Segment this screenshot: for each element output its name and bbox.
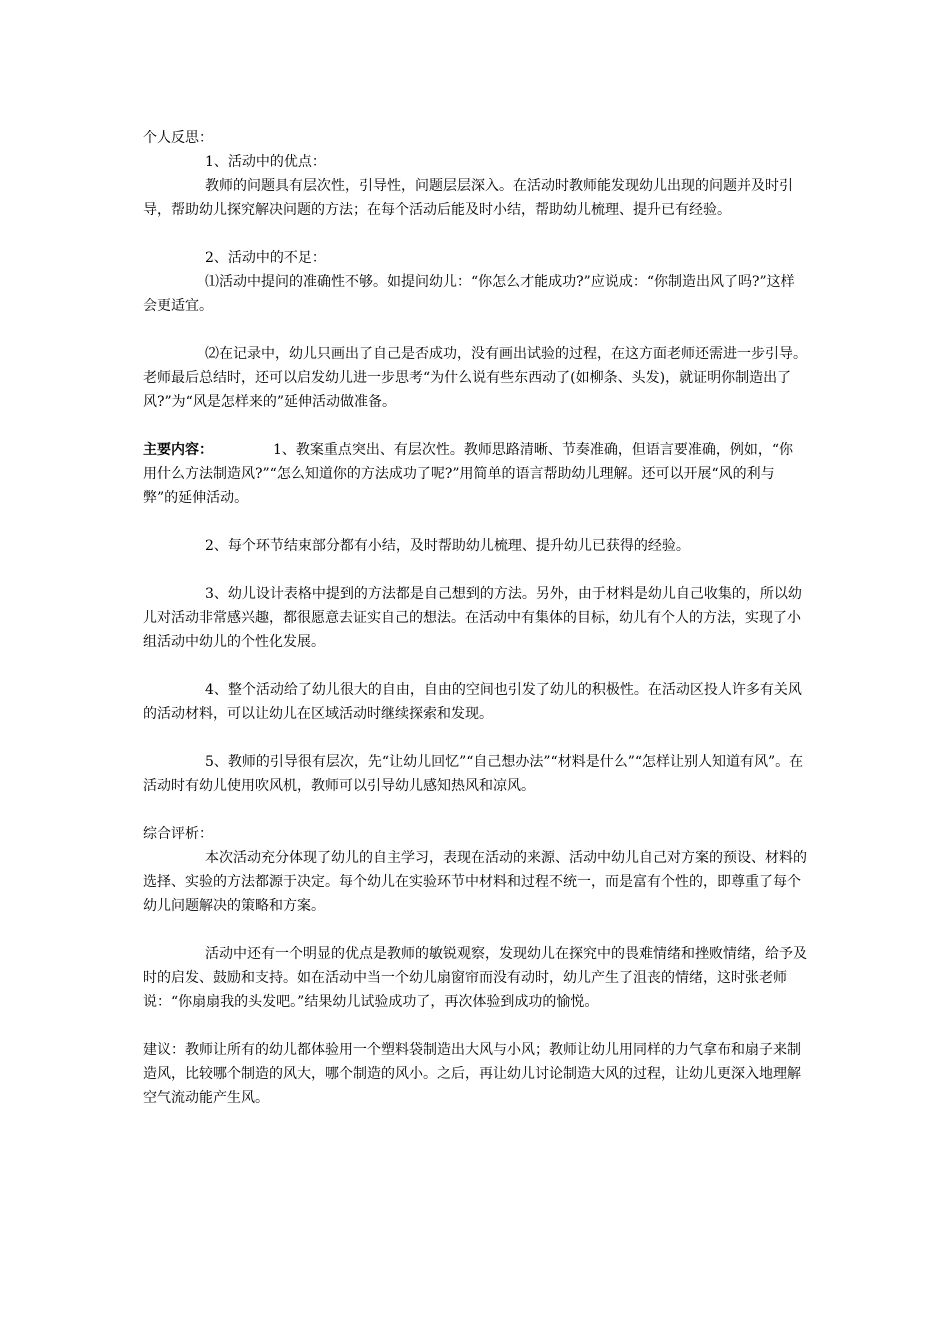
spacer	[143, 918, 807, 942]
main-content-point-1-text: 1、教案重点突出、有层次性。教师思路清晰、节奏准确，但语言要准确，例如，“你用什么方法制造风?”“怎么知道你的方法成功了呢?”用简单的语言帮助幼儿理解。还可以开展“风的利与弊”的延伸活动。	[143, 442, 794, 506]
evaluation-title: 综合评析：	[143, 826, 213, 842]
evaluation-paragraph-1: 本次活动充分体现了幼儿的自主学习，表现在活动的来源、活动中幼儿自己对方案的预设、材料的选择、实验的方法都源于决定。每个幼儿在实验环节中材料和过程不统一，而是富有个性的，即尊重了每个幼儿问题解决的策略和方案。	[143, 850, 807, 914]
spacer	[143, 1014, 807, 1038]
spacer	[143, 510, 807, 534]
main-content-point-5: 5、教师的引导很有层次，先“让幼儿回忆”“自己想办法”“材料是什么”“怎样让别人知道有风”。在活动时有幼儿使用吹风机，教师可以引导幼儿感知热风和凉风。	[143, 754, 804, 794]
main-content-label: 主要内容：	[143, 442, 213, 458]
main-content-point-3: 3、幼儿设计表格中提到的方法都是自己想到的方法。另外，由于材料是幼儿自己收集的，所以幼儿对活动非常感兴趣，都很愿意去证实自己的想法。在活动中有集体的目标，幼儿有个人的方法，实现了小组活动中幼儿的个性化发展。	[143, 586, 802, 650]
document-page	[143, 126, 807, 1110]
weakness-item-1: ⑴活动中提问的准确性不够。如提问幼儿：“你怎么才能成功?”应说成：“你制造出风了吗?”这样会更适宜。	[143, 274, 795, 314]
evaluation-paragraph-2: 活动中还有一个明显的优点是教师的敏锐观察，发现幼儿在探究中的畏难情绪和挫败情绪，给予及时的启发、鼓励和支持。如在活动中当一个幼儿扇窗帘而没有动时，幼儿产生了沮丧的情绪，这时张老师说：“你扇扇我的头发吧。”结果幼儿试验成功了，再次体验到成功的愉悦。	[143, 946, 807, 1010]
spacer	[143, 726, 807, 750]
main-content-point-2: 2、每个环节结束部分都有小结，及时帮助幼儿梳理、提升幼儿已获得的经验。	[205, 538, 690, 554]
spacer	[143, 798, 807, 822]
spacer	[143, 318, 807, 342]
weakness-item-2: ⑵在记录中，幼儿只画出了自己是否成功，没有画出试验的过程，在这方面老师还需进一步引导。老师最后总结时，还可以启发幼儿进一步思考“为什么说有些东西动了(如柳条、头发)，就证明你制造出了风?”为“风是怎样来的”延伸活动做准备。	[143, 346, 807, 410]
spacer	[143, 654, 807, 678]
suggestion-paragraph: 建议：教师让所有的幼儿都体验用一个塑料袋制造出大风与小风；教师让幼儿用同样的力气拿布和扇子来制造风，比较哪个制造的风大，哪个制造的风小。之后，再让幼儿讨论制造大风的过程，让幼儿更深入地理解空气流动能产生风。	[143, 1042, 801, 1106]
main-content-point-1	[143, 438, 807, 510]
strengths-paragraph: 教师的问题具有层次性，引导性，问题层层深入。在活动时教师能发现幼儿出现的问题并及时引导，帮助幼儿探究解决问题的方法；在每个活动后能及时小结，帮助幼儿梳理、提升已有经验。	[143, 178, 793, 218]
strengths-heading: 1、活动中的优点：	[205, 154, 326, 170]
main-content-point-4: 4、整个活动给了幼儿很大的自由，自由的空间也引发了幼儿的积极性。在活动区投人许多有关风的活动材料，可以让幼儿在区域活动时继续探索和发现。	[143, 682, 802, 722]
spacer	[143, 222, 807, 246]
weaknesses-heading: 2、活动中的不足：	[205, 250, 326, 266]
spacer	[143, 414, 807, 438]
spacer	[143, 558, 807, 582]
reflection-title: 个人反思：	[143, 130, 213, 146]
